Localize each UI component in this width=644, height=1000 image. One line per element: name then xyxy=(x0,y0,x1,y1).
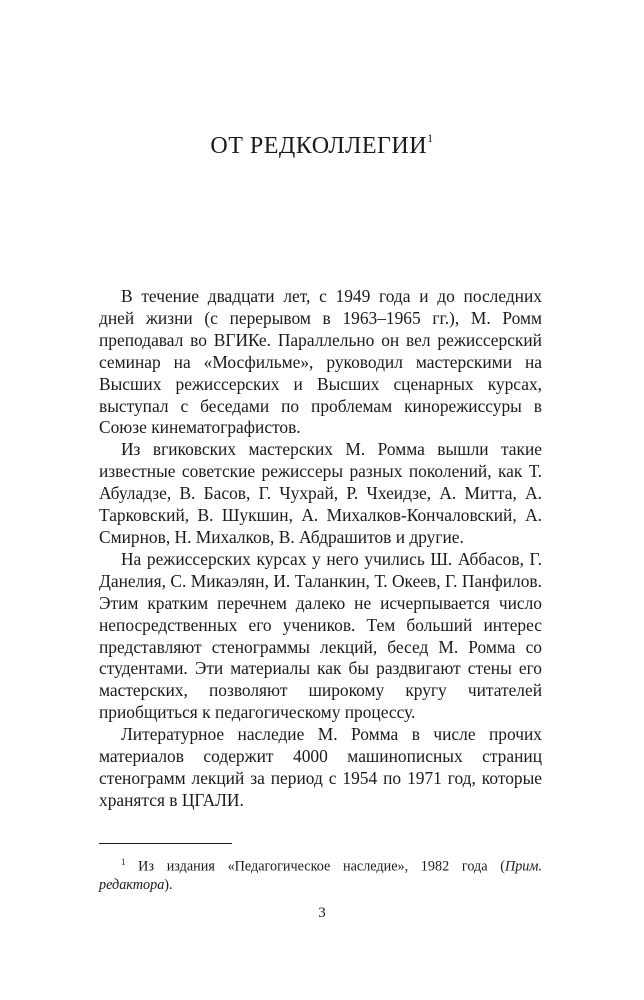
footnote-text: Из издания «Педагогическое наследие», 1982 года ( xyxy=(125,858,505,875)
paragraph: Литературное наследие М. Ромма в числе прочих материалов содержит 4000 машинописных страниц стенограмм лекций за период с 1954 по 1971 год, которые хранятся в ЦГАЛИ. xyxy=(99,724,542,810)
title-text: ОТ РЕДКОЛЛЕГИИ xyxy=(210,133,428,159)
paragraph: На режиссерских курсах у него учились Ш. Аббасов, Г. Данелия, С. Микаэлян, И. Таланкин, Т. Океев, Г. Панфилов. Этим кратким перечнем далеко не исчерпывается число непосредственных его учеников. Тем больший интерес представляют стенограммы лекций, бесед М. Ромма со студентами. Эти материалы как бы раздвигают стены его мастерских, позволяют широкому кругу читателей приобщиться к педагогическому процессу. xyxy=(99,548,542,723)
title-footnote-marker: 1 xyxy=(427,131,434,145)
page-number: 3 xyxy=(318,905,326,921)
footnote-marker: 1 xyxy=(121,857,126,867)
main-text xyxy=(99,286,542,812)
footnote-italic-note: Прим. редактора xyxy=(99,858,542,894)
footnote-divider xyxy=(99,843,232,844)
paragraph: Из вгиковских мастерских М. Ромма вышли такие известные советские режиссеры разных поколений, как Т. Абуладзе, В. Басов, Г. Чухрай, Р. Чхеидзе, А. Митта, А. Тарковский, В. Шукшин, А. Михалков-Кончаловский, А. Смирнов, Н. Михалков, В. Абдрашитов и другие. xyxy=(99,439,542,547)
paragraph: В течение двадцати лет, с 1949 года и до последних дней жизни (с перерывом в 1963–1965 гг.), М. Ромм преподавал во ВГИКе. Параллельно он вел режиссерский семинар на «Мосфильме», руководил мастерскими на Высших режиссерских и Высших сценарных курсах, выступал с беседами по проблемам кинорежиссуры в Союзе кинематографистов. xyxy=(99,286,542,438)
page-title xyxy=(0,133,644,160)
footnote-end: ). xyxy=(164,877,173,894)
footnote xyxy=(99,853,542,895)
